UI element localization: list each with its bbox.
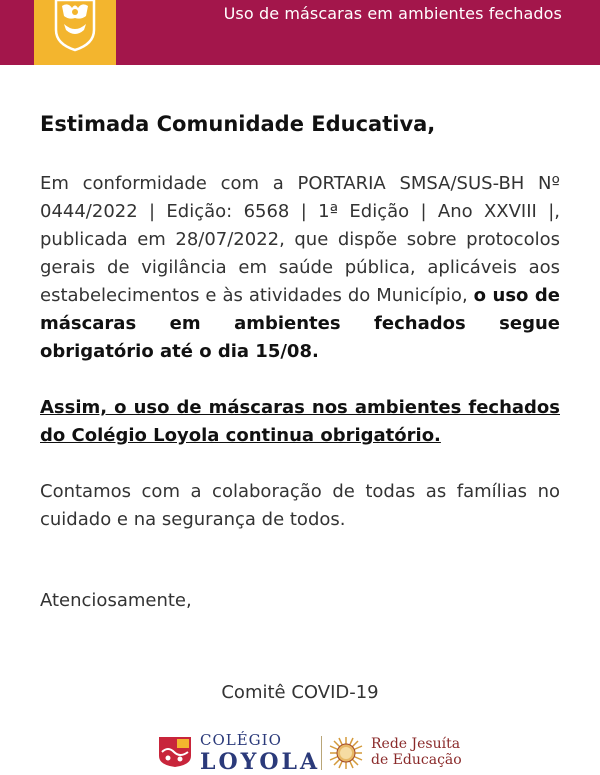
mask-mandatory-paragraph: Assim, o uso de máscaras nos ambientes fechados do Colégio Loyola continua obrigatório. <box>40 397 560 446</box>
letter-body <box>40 112 560 611</box>
greeting-heading: Estimada Comunidade Educativa, <box>40 112 436 136</box>
rede-jesuita-logo-text <box>371 736 462 768</box>
loyola-line1: COLÉGIO <box>200 731 282 749</box>
portaria-text: Em conformidade com a PORTARIA SMSA/SUS-BH Nº 0444/2022 | Edição: 6568 | 1ª Edição | Ano XXVIII |, publicada em 28/07/2022, que dispõe sobre protocolos gerais de vigilância em saúde pública, aplicáveis aos estabelecimentos e às atividades do Município, <box>40 173 560 306</box>
rede-line1: Rede Jesuíta <box>371 736 461 752</box>
collaboration-paragraph: Contamos com a colaboração de todas as famílias no cuidado e na segurança de todos. <box>40 481 560 530</box>
footer-logos <box>0 730 600 775</box>
closing-text: Atenciosamente, <box>40 590 192 611</box>
logo-divider <box>321 736 322 770</box>
rede-line2: de Educação <box>371 752 462 768</box>
ihs-sun-icon <box>328 736 364 774</box>
loyola-line2: LOYOLA <box>200 749 321 775</box>
header-title: Uso de máscaras em ambientes fechados <box>223 4 562 23</box>
signature: Comitê COVID-19 <box>221 682 379 703</box>
portaria-paragraph <box>40 170 560 366</box>
loyola-logo-text <box>200 732 320 775</box>
loyola-shield-icon <box>158 736 192 772</box>
portaria-bold-text: o uso de máscaras em ambientes fechados segue obrigatório até o dia 15/08. <box>40 285 560 362</box>
header-banner <box>0 0 600 65</box>
school-crest-icon <box>34 0 116 65</box>
